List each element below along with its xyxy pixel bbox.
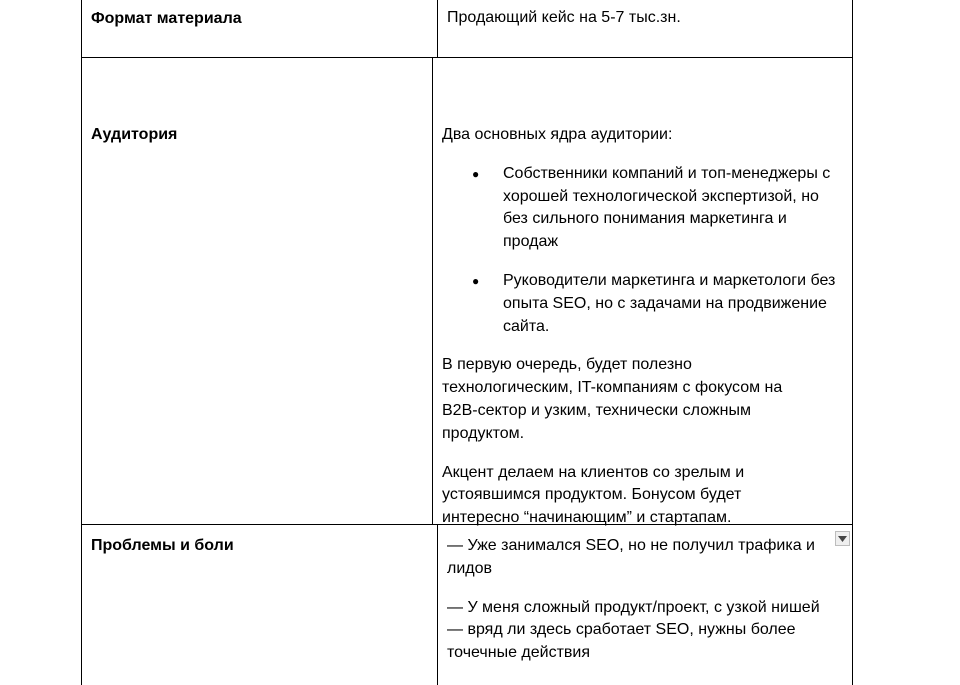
row-value-problems[interactable] (438, 525, 852, 685)
format-value: Продающий кейс на 5-7 тыс.зн. (447, 9, 681, 26)
row-label-problems: Проблемы и боли (82, 525, 438, 685)
audience-paragraph: Акцент делаем на клиентов со зрелым и устоявшимся продуктом. Бонусом будет интересно “начинающим” и стартапам. (442, 463, 745, 527)
problem-item: — Уже занимался SEO, но не получил трафика и лидов (447, 537, 815, 577)
row-value-audience[interactable] (433, 58, 852, 527)
content-brief-table (81, 0, 853, 685)
table-row-problems (82, 524, 852, 685)
row-label-audience: Аудитория (82, 58, 433, 524)
row-label-format: Формат материала (82, 0, 438, 57)
problem-item: — У меня сложный продукт/проект, с узкой нишей — вряд ли здесь сработает SEO, нужны более точечные действия (447, 598, 820, 662)
table-row-audience (82, 57, 852, 527)
audience-bullet-item: ● Руководители маркетинга и маркетологи без опыта SEO, но с задачами на продвижение сайта. (503, 270, 843, 338)
audience-paragraph: В первую очередь, будет полезно технологическим, IT-компаниям с фокусом на B2B-сектор и узким, технически сложным продуктом. (442, 356, 783, 442)
cell-menu-dropdown-button[interactable] (835, 531, 850, 546)
row-value-format[interactable] (438, 0, 852, 57)
audience-bullet-list (442, 163, 843, 339)
table-row-format (82, 0, 852, 57)
audience-bullet-item: ● Собственники компаний и топ-менеджеры с хорошей технологической экспертизой, но без сильного понимания маркетинга и продаж (503, 163, 833, 254)
chevron-down-icon (838, 536, 847, 542)
audience-intro: Два основных ядра аудитории: (442, 126, 673, 143)
